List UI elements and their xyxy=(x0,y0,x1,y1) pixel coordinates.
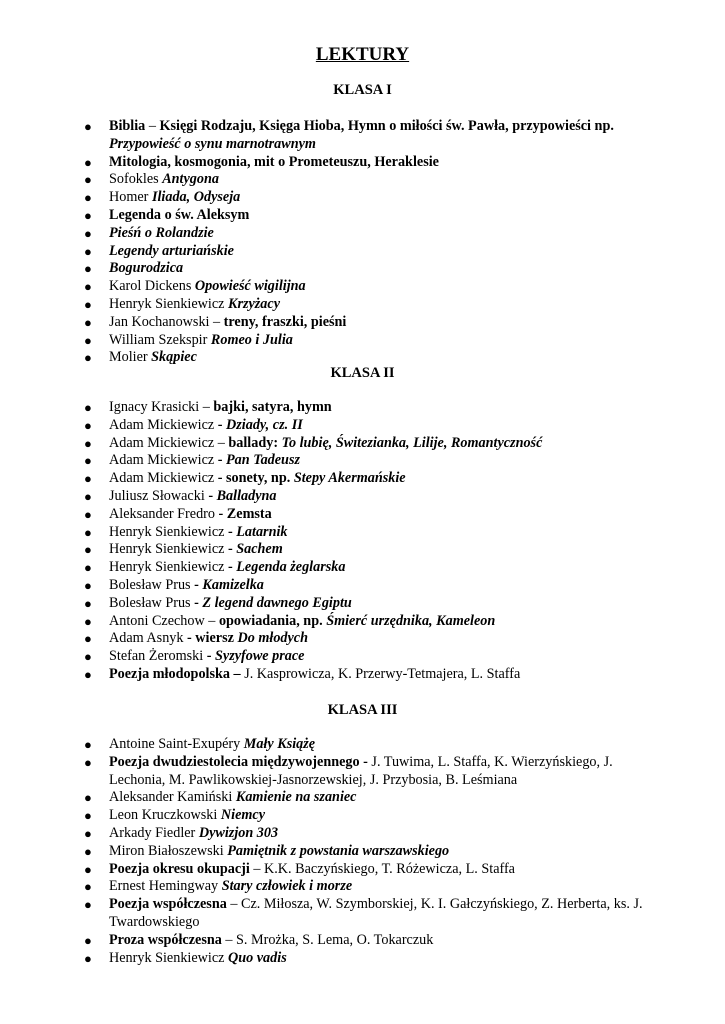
item-text: Kamienie na szaniec xyxy=(235,789,357,806)
item-text: Antoine Saint-Exupéry xyxy=(109,736,244,752)
list-item xyxy=(0,225,725,243)
list-item xyxy=(0,541,725,559)
list-item xyxy=(0,399,725,417)
bullet-icon: ● xyxy=(84,261,92,277)
list-item xyxy=(0,950,725,968)
item-text: - xyxy=(208,487,217,504)
item-text: Dywizjon 303 xyxy=(198,824,279,841)
item-text: Legenda o św. Aleksym xyxy=(109,206,250,223)
list-item xyxy=(0,260,725,278)
bullet-icon: ● xyxy=(84,897,92,913)
list-item xyxy=(0,314,725,332)
item-text: Syzyfowe prace xyxy=(215,648,305,665)
item-text: Sofokles xyxy=(109,171,163,188)
item-text: Poezja okresu okupacji xyxy=(109,860,250,877)
bullet-icon: ● xyxy=(84,790,92,806)
item-text: Legendy arturiańskie xyxy=(109,242,234,259)
list-item xyxy=(0,648,725,666)
item-text: Henryk Sienkiewicz xyxy=(109,559,228,576)
item-text: - xyxy=(227,523,237,540)
item-text: - Zemsta xyxy=(218,505,272,522)
section-heading-klasa-3: KLASA III xyxy=(327,702,398,718)
item-text: Henryk Sienkiewicz xyxy=(109,295,228,312)
item-text: Adam Mickiewicz – xyxy=(109,434,229,451)
bullet-icon: ● xyxy=(84,843,92,859)
list-item xyxy=(0,452,725,470)
item-text: Poezja współczesna xyxy=(109,896,227,913)
list-item xyxy=(0,154,725,172)
list-item xyxy=(0,435,725,453)
item-text: Jan Kochanowski – xyxy=(109,313,224,330)
item-text: Do młodych xyxy=(237,630,308,647)
list-item xyxy=(0,932,725,950)
bullet-icon: ● xyxy=(84,225,92,241)
bullet-icon: ● xyxy=(84,613,92,629)
bullet-icon: ● xyxy=(84,808,92,824)
list-item xyxy=(0,171,725,189)
item-text: ballady: xyxy=(228,434,282,451)
bullet-icon: ● xyxy=(84,861,92,877)
item-text: Leon Kruczkowski xyxy=(109,807,221,824)
item-text: Ernest Hemingway xyxy=(109,878,222,895)
list-item xyxy=(0,861,725,879)
bullet-icon: ● xyxy=(84,172,92,188)
item-text: Henryk Sienkiewicz xyxy=(109,949,228,966)
item-text: Balladyna xyxy=(216,487,277,504)
bullet-icon: ● xyxy=(84,332,92,348)
item-text: Kamizelka xyxy=(202,576,264,593)
item-text: Pamiętnik z powstania warszawskiego xyxy=(227,842,450,859)
bullet-icon: ● xyxy=(84,754,92,770)
bullet-icon: ● xyxy=(84,243,92,259)
item-text: Śmierć urzędnika, Kameleon xyxy=(326,612,496,629)
item-text: J. Tuwima, L. Staffa, K. Wierzyńskiego, J. Lechonia, M. Pawlikowskiej-Jasnorzewskiej, J. Przybosia, B. Leśmiana xyxy=(109,753,613,788)
bullet-icon: ● xyxy=(84,932,92,948)
document-title: LEKTURY xyxy=(315,44,410,65)
item-text: Stepy Akermańskie xyxy=(293,470,406,487)
item-text: Latarnik xyxy=(236,523,288,540)
bullet-icon: ● xyxy=(84,950,92,966)
item-text: - xyxy=(217,416,227,433)
item-text: Mitologia, kosmogonia, mit o Prometeuszu, Heraklesie xyxy=(109,153,439,170)
bullet-icon: ● xyxy=(84,595,92,611)
item-text: Iliada, Odyseja xyxy=(151,189,241,206)
item-text: Opowieść wigilijna xyxy=(194,278,306,295)
item-text: - xyxy=(194,594,203,611)
item-text: Skąpiec xyxy=(151,349,197,366)
item-text: Stefan Żeromski xyxy=(109,648,207,665)
bullet-icon: ● xyxy=(84,488,92,504)
bullet-icon: ● xyxy=(84,400,92,415)
bullet-icon: ● xyxy=(84,560,92,576)
item-text: Homer xyxy=(109,189,152,206)
item-text: Adam Mickiewicz xyxy=(109,452,218,469)
section-heading-klasa-2: KLASA II xyxy=(330,365,395,381)
item-text: Mały Książę xyxy=(243,736,316,752)
item-text: Pan Tadeusz xyxy=(226,452,300,469)
item-text: Miron Białoszewski xyxy=(109,842,228,859)
item-text: Henryk Sienkiewicz xyxy=(109,523,228,540)
item-text: Antygona xyxy=(162,171,219,188)
item-text: Proza współczesna xyxy=(109,931,222,948)
bullet-icon: ● xyxy=(84,825,92,841)
list-item xyxy=(0,488,725,506)
bullet-icon: ● xyxy=(84,542,92,558)
item-text: Sachem xyxy=(236,541,283,558)
list-item xyxy=(0,559,725,577)
item-text: Antoni Czechow – xyxy=(109,612,219,629)
item-text: Stary człowiek i morze xyxy=(221,878,353,895)
list-item xyxy=(0,470,725,488)
bullet-icon: ● xyxy=(84,435,92,451)
item-text: Ignacy Krasicki – xyxy=(109,399,214,415)
item-text: Poezja dwudziestolecia międzywojennego - xyxy=(109,753,372,770)
bullet-icon: ● xyxy=(84,119,92,134)
item-text: – S. Mrożka, S. Lema, O. Tokarczuk xyxy=(221,931,434,948)
item-text: J. Kasprowicza, K. Przerwy-Tetmajera, L. Staffa xyxy=(244,665,521,682)
list-item xyxy=(0,243,725,261)
bullet-icon: ● xyxy=(84,577,92,593)
item-text: Aleksander Kamiński xyxy=(109,789,236,806)
reading-list-klasa-2 xyxy=(0,399,725,684)
item-text: Molier xyxy=(109,349,152,366)
item-text: Przypowieść o synu marnotrawnym xyxy=(109,135,316,152)
bullet-icon: ● xyxy=(84,190,92,206)
item-text: Biblia xyxy=(109,118,146,134)
list-item xyxy=(0,506,725,524)
bullet-icon: ● xyxy=(84,350,92,366)
bullet-icon: ● xyxy=(84,649,92,665)
bullet-icon: ● xyxy=(84,296,92,312)
reading-list-klasa-1 xyxy=(0,118,725,367)
bullet-icon: ● xyxy=(84,879,92,895)
list-item xyxy=(0,296,725,314)
item-text: - xyxy=(194,576,203,593)
list-item xyxy=(0,577,725,595)
item-text: - sonety, np. xyxy=(217,470,294,487)
item-text: bajki, satyra, hymn xyxy=(213,399,332,415)
item-text: - wiersz xyxy=(187,630,238,647)
item-text: Poezja młodopolska – xyxy=(109,665,245,682)
list-item xyxy=(0,189,725,207)
section-heading-klasa-1: KLASA I xyxy=(333,82,392,98)
list-item xyxy=(0,630,725,648)
list-item xyxy=(0,736,725,754)
list-item xyxy=(0,825,725,843)
item-text: Dziady, cz. II xyxy=(226,416,303,433)
item-text: Księgi Rodzaju, Księga Hioba, Hymn o miłości św. Pawła, przypowieści np. xyxy=(159,118,614,134)
item-text: Juliusz Słowacki xyxy=(109,487,209,504)
list-item xyxy=(0,754,725,790)
item-text: Bolesław Prus xyxy=(109,576,195,593)
item-text: Bogurodzica xyxy=(109,260,184,277)
item-text: Pieśń o Rolandzie xyxy=(109,224,214,241)
bullet-icon: ● xyxy=(84,737,92,752)
reading-list-klasa-3 xyxy=(0,736,725,967)
item-text: opowiadania, np. xyxy=(218,612,327,629)
item-text: – Cz. Miłosza, W. Szymborskiej, K. I. Gałczyńskiego, Z. Herberta, ks. J. Twardowskiego xyxy=(109,896,643,930)
list-item xyxy=(0,278,725,296)
item-text: William Szekspir xyxy=(109,331,211,348)
item-text: - xyxy=(227,559,237,576)
item-text: Adam Mickiewicz xyxy=(109,470,218,487)
list-item xyxy=(0,807,725,825)
bullet-icon: ● xyxy=(84,666,92,682)
bullet-icon: ● xyxy=(84,154,92,170)
item-text: Niemcy xyxy=(220,807,266,824)
bullet-icon: ● xyxy=(84,453,92,469)
item-text: Aleksander Fredro xyxy=(109,505,219,522)
item-text: – xyxy=(145,118,160,134)
list-item xyxy=(0,332,725,350)
item-text: - xyxy=(217,452,227,469)
item-text: - xyxy=(206,648,215,665)
list-item xyxy=(0,789,725,807)
item-text: Henryk Sienkiewicz xyxy=(109,541,228,558)
bullet-icon: ● xyxy=(84,279,92,295)
list-item xyxy=(0,666,725,684)
bullet-icon: ● xyxy=(84,631,92,647)
bullet-icon: ● xyxy=(84,207,92,223)
bullet-icon: ● xyxy=(84,524,92,540)
list-item xyxy=(0,207,725,225)
item-text: – K.K. Baczyńskiego, T. Różewicza, L. Staffa xyxy=(249,860,515,877)
item-text: Krzyżacy xyxy=(227,295,280,312)
item-text: Karol Dickens xyxy=(109,278,195,295)
list-item xyxy=(0,524,725,542)
bullet-icon: ● xyxy=(84,314,92,330)
list-item xyxy=(0,896,725,932)
bullet-icon: ● xyxy=(84,417,92,433)
item-text: - xyxy=(227,541,237,558)
list-item xyxy=(0,118,725,154)
item-text: treny, fraszki, pieśni xyxy=(223,313,347,330)
list-item xyxy=(0,595,725,613)
list-item xyxy=(0,843,725,861)
list-item xyxy=(0,613,725,631)
item-text: Bolesław Prus xyxy=(109,594,195,611)
item-text: Arkady Fiedler xyxy=(109,824,199,841)
item-text: Adam Mickiewicz xyxy=(109,416,218,433)
item-text: Quo vadis xyxy=(227,949,287,966)
list-item xyxy=(0,878,725,896)
item-text: Legenda żeglarska xyxy=(236,559,346,576)
item-text: Romeo i Julia xyxy=(210,331,293,348)
list-item xyxy=(0,417,725,435)
item-text: To lubię, Świtezianka, Lilije, Romantyczność xyxy=(281,434,543,451)
item-text: Z legend dawnego Egiptu xyxy=(202,594,352,611)
item-text: Adam Asnyk xyxy=(109,630,188,647)
bullet-icon: ● xyxy=(84,506,92,522)
bullet-icon: ● xyxy=(84,471,92,487)
